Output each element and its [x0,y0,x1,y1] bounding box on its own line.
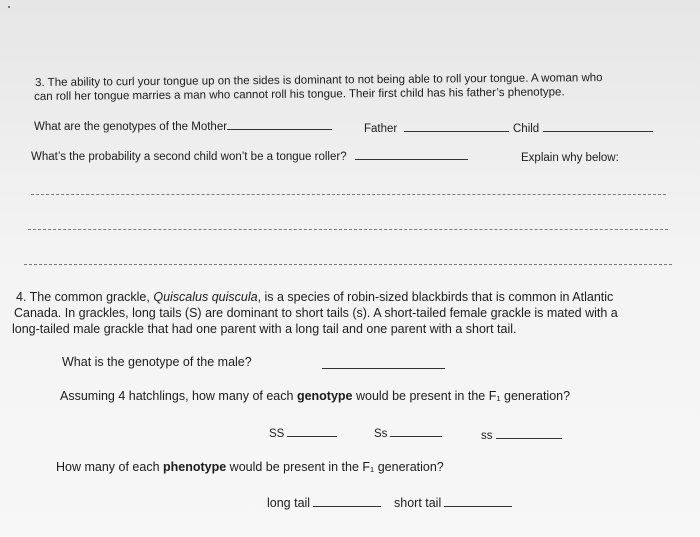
child-blank[interactable] [543,121,653,132]
geno-Ss-blank[interactable] [390,426,442,437]
mother-label: What are the genotypes of the Mother [34,121,228,133]
phenotype-start: How many of each [56,460,163,474]
hatchlings-start: Assuming 4 hatchlings, how many of each [60,389,297,403]
q3-probability-prompt [31,149,468,164]
explain-line-1[interactable] [31,194,666,195]
geno-ss-blank[interactable] [496,428,562,439]
father-blank[interactable] [404,121,509,132]
geno-SS-label: SS [269,428,285,440]
phenotype-end: would be present in the F₁ generation? [226,460,444,474]
q4-line-2: Canada. In grackles, long tails (S) are dominant to short tails (s). A short-tailed female grackle is mated with a [14,306,618,320]
explain-line-2[interactable] [28,229,668,230]
probability-question: What’s the probability a second child won’t be a tongue roller? [31,151,347,163]
long-tail-field [267,495,381,511]
geno-ss-label: ss [481,430,493,442]
q4-line-1 [16,289,613,305]
child-label: Child [513,123,540,135]
q4-line-3: long-tailed male grackle that had one parent with a long tail and one parent with a short tail. [12,322,517,336]
explain-label: Explain why below: [521,152,619,164]
geno-Ss-label: Ss [374,428,388,440]
male-genotype-blank[interactable] [322,358,445,369]
geno-SS-field [269,426,337,441]
short-tail-blank[interactable] [444,496,512,507]
q3-line-1: 3. The ability to curl your tongue up on the sides is dominant to not being able to roll your tongue. A woman who [35,72,603,89]
probability-blank[interactable] [355,149,468,160]
long-tail-label: long tail [267,496,311,510]
long-tail-blank[interactable] [313,496,381,507]
genotype-bold: genotype [296,389,353,403]
explain-line-3[interactable] [24,264,672,265]
q3-line-2: can roll her tongue marries a man who cannot roll his tongue. Their first child has his father’s phenotype. [34,86,565,103]
father-label: Father [364,123,398,135]
q3-genotypes-prompt [34,119,332,134]
q4-line-1-start: 4. The common grackle, [16,290,154,304]
corner-dot [8,6,10,8]
geno-ss-field [481,428,562,443]
hatchlings-question [60,388,570,404]
phenotype-question [56,459,444,475]
phenotype-bold: phenotype [163,460,227,474]
q4-line-1-end: , is a species of robin-sized blackbirds that is common in Atlantic [257,290,614,304]
geno-SS-blank[interactable] [287,426,337,437]
species-name: Quiscalus quiscula [153,290,258,304]
short-tail-label: short tail [394,496,442,510]
mother-blank[interactable] [227,119,332,130]
hatchlings-end: would be present in the F₁ generation? [352,389,571,403]
father-field [364,121,509,136]
geno-Ss-field [374,426,442,441]
male-genotype-question: What is the genotype of the male? [62,355,252,369]
short-tail-field [394,495,512,511]
child-field [513,121,653,136]
